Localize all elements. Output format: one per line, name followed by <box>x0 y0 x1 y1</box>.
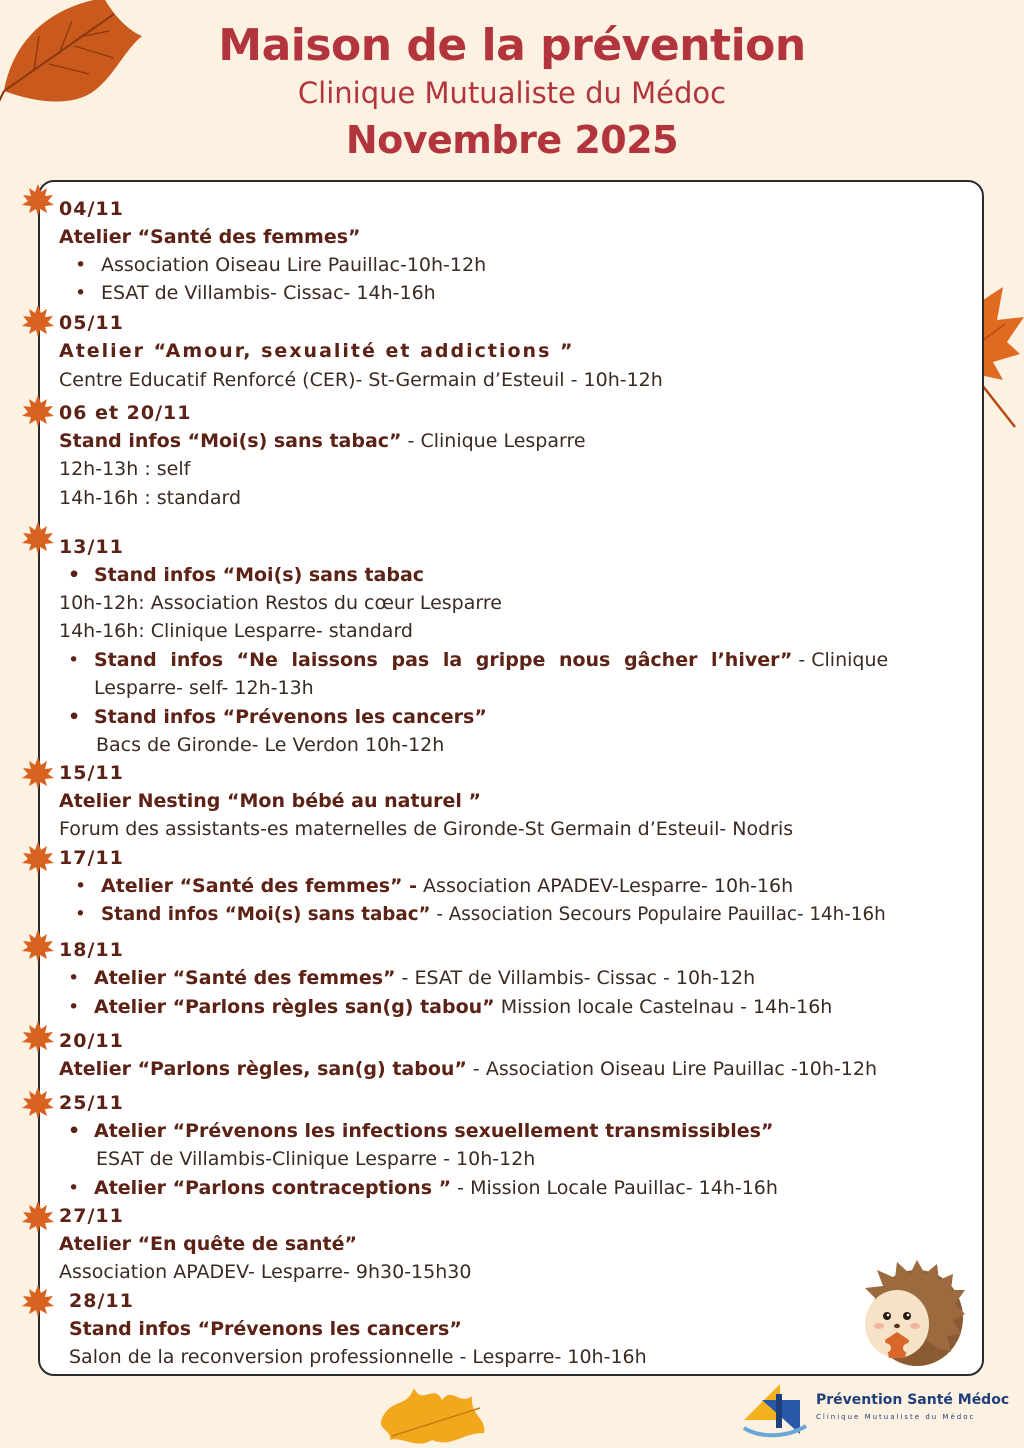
event-1711-bullet-1-title: Atelier “Santé des femmes” - <box>101 875 418 897</box>
event-1311-bullet-2-suffix: - Clinique <box>792 649 889 671</box>
event-0620-line-2: 14h-16h : standard <box>59 487 242 509</box>
event-1711-bullet-2-title: Stand infos “Moi(s) sans tabac” <box>101 904 431 925</box>
event-1811-bullet-2-title: Atelier “Parlons règles san(g) tabou” <box>94 996 495 1018</box>
event-1311-bullet-1: • Stand infos “Moi(s) sans tabac <box>94 563 424 587</box>
event-2711-detail: Association APADEV- Lesparre- 9h30-15h30 <box>59 1261 472 1283</box>
event-2511-bullet-2-suffix: - Mission Locale Pauillac- 14h-16h <box>451 1177 778 1199</box>
event-2711-title: Atelier “En quête de santé” <box>59 1233 357 1255</box>
date-1511: 15/11 <box>59 762 124 784</box>
event-1811-bullet-1-suffix: - ESAT de Villambis- Cissac - 10h-12h <box>395 967 756 989</box>
event-0411-item-2: • ESAT de Villambis- Cissac- 14h-16h <box>101 281 436 305</box>
event-0620-location: - Clinique Lesparre <box>401 430 586 452</box>
event-0620-line-1: 12h-13h : self <box>59 458 191 480</box>
event-1711-bullet-2-suffix: - Association Secours Populaire Pauillac- 14h-16h <box>430 904 886 925</box>
date-2511: 25/11 <box>59 1092 124 1114</box>
date-0411: 04/11 <box>59 198 124 220</box>
event-1711-bullet-1-suffix: Association APADEV-Lesparre- 10h-16h <box>417 875 794 897</box>
event-2511-bullet-1: • Atelier “Prévenons les infections sexuellement transmissibles” <box>94 1119 773 1143</box>
event-0411-item-1: • Association Oiseau Lire Pauillac-10h-12h <box>101 253 486 277</box>
event-1311-line-2: 14h-16h: Clinique Lesparre- standard <box>59 620 413 642</box>
month-heading: Novembre 2025 <box>345 118 679 162</box>
date-0511: 05/11 <box>59 312 124 334</box>
event-2811-title: Stand infos “Prévenons les cancers” <box>69 1318 462 1340</box>
date-0620: 06 et 20/11 <box>59 402 192 424</box>
event-1311-bullet-3: • Stand infos “Prévenons les cancers” <box>94 705 487 729</box>
event-2511-bullet-2-title: Atelier “Parlons contraceptions ” <box>94 1177 452 1199</box>
logo-title: Prévention Santé Médoc <box>816 1392 1010 1408</box>
event-1311-bullet-3-cont: Bacs de Gironde- Le Verdon 10h-12h <box>96 734 445 756</box>
event-2011-suffix: - Association Oiseau Lire Pauillac -10h-12h <box>466 1058 877 1080</box>
date-1711: 17/11 <box>59 847 124 869</box>
event-1511-title: Atelier Nesting “Mon bébé au naturel ” <box>59 790 481 812</box>
date-2811: 28/11 <box>69 1290 134 1312</box>
date-2711: 27/11 <box>59 1205 124 1227</box>
page-title: Maison de la prévention <box>218 20 806 71</box>
logo-mark-icon <box>740 1380 810 1440</box>
event-1311-line-1: 10h-12h: Association Restos du cœur Lesparre <box>59 592 502 614</box>
event-1811-bullet-1-title: Atelier “Santé des femmes” <box>94 967 396 989</box>
event-2511-bullet-1-cont: ESAT de Villambis-Clinique Lesparre - 10h-12h <box>96 1148 536 1170</box>
date-1811: 18/11 <box>59 939 124 961</box>
oak-leaf-bottom-icon <box>372 1378 492 1448</box>
event-2811-detail: Salon de la reconversion professionnelle - Lesparre- 10h-16h <box>69 1346 647 1368</box>
date-2011: 20/11 <box>59 1030 124 1052</box>
date-1311: 13/11 <box>59 536 124 558</box>
event-1311-bullet-2-title: Stand infos “Ne laissons pas la grippe nous gâcher l’hiver” <box>94 649 793 671</box>
event-0511-detail: Centre Educatif Renforcé (CER)- St-Germain d’Esteuil - 10h-12h <box>59 369 663 391</box>
event-2011-title: Atelier “Parlons règles, san(g) tabou” <box>59 1058 467 1080</box>
event-1811-bullet-2-suffix: Mission locale Castelnau - 14h-16h <box>494 996 833 1018</box>
event-1311-bullet-2-cont: Lesparre- self- 12h-13h <box>94 677 314 699</box>
event-1511-detail: Forum des assistants-es maternelles de Gironde-St Germain d’Esteuil- Nodris <box>59 818 794 840</box>
logo-subtitle: Clinique Mutualiste du Médoc <box>816 1413 976 1421</box>
event-0511-title: Atelier “Amour, sexualité et addictions ” <box>59 340 575 362</box>
event-0411-title: Atelier “Santé des femmes” <box>59 226 361 248</box>
page-subtitle: Clinique Mutualiste du Médoc <box>297 76 727 110</box>
event-0620-title: Stand infos “Moi(s) sans tabac” <box>59 430 402 452</box>
prevention-sante-medoc-logo <box>740 1380 1010 1440</box>
events-panel <box>38 180 984 1376</box>
